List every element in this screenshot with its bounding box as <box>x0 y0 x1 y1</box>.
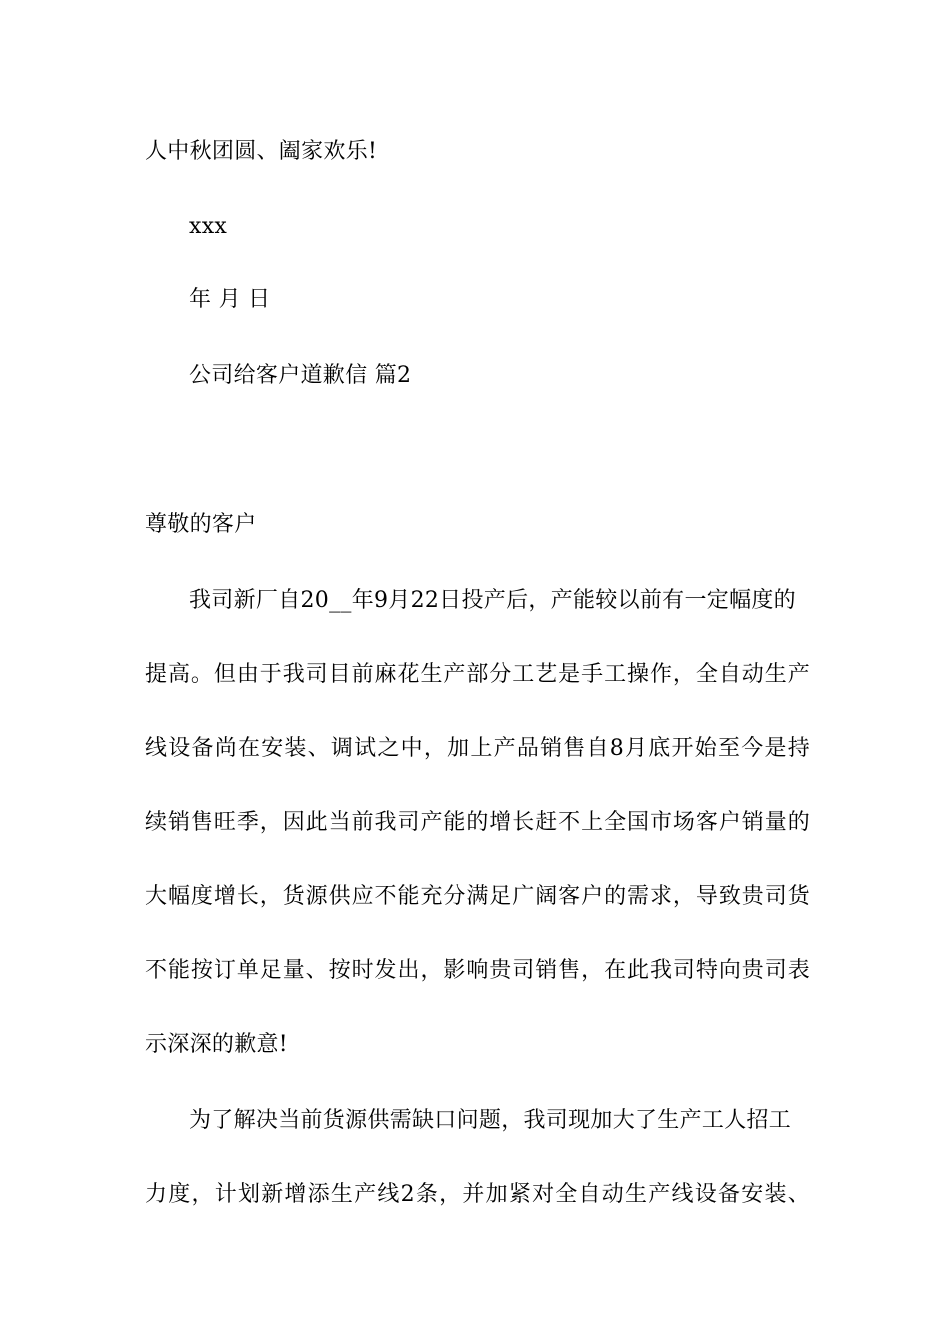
salutation: 尊敬的客户 <box>145 512 257 537</box>
paragraph-1-line-3: 线设备尚在安装、调试之中，加上产品销售自8月底开始至今是持 <box>145 736 810 761</box>
paragraph-1-line-4: 续销售旺季，因此当前我司产能的增长赶不上全国市场客户销量的 <box>145 810 810 835</box>
paragraph-2-line-2: 力度，计划新增添生产线2条，并加紧对全自动生产线设备安装、 <box>145 1182 810 1207</box>
paragraph-1-line-5: 大幅度增长，货源供应不能充分满足广阔客户的需求，导致贵司货 <box>145 884 810 909</box>
text-line-closing-greeting: 人中秋团圆、阖家欢乐! <box>145 139 378 164</box>
paragraph-1-line-1: 我司新厂自20__年9月22日投产后，产能较以前有一定幅度的 <box>189 588 796 613</box>
paragraph-1-line-7: 示深深的歉意! <box>145 1032 288 1057</box>
section-title: 公司给客户道歉信 篇2 <box>189 363 412 388</box>
text-line-date: 年 月 日 <box>189 287 271 312</box>
paragraph-1-line-6: 不能按订单足量、按时发出，影响贵司销售，在此我司特向贵司表 <box>145 958 810 983</box>
paragraph-2-line-1: 为了解决当前货源供需缺口问题，我司现加大了生产工人招工 <box>189 1108 792 1133</box>
text-line-signature: xxx <box>189 214 228 239</box>
paragraph-1-line-2: 提高。但由于我司目前麻花生产部分工艺是手工操作，全自动生产 <box>145 662 810 687</box>
